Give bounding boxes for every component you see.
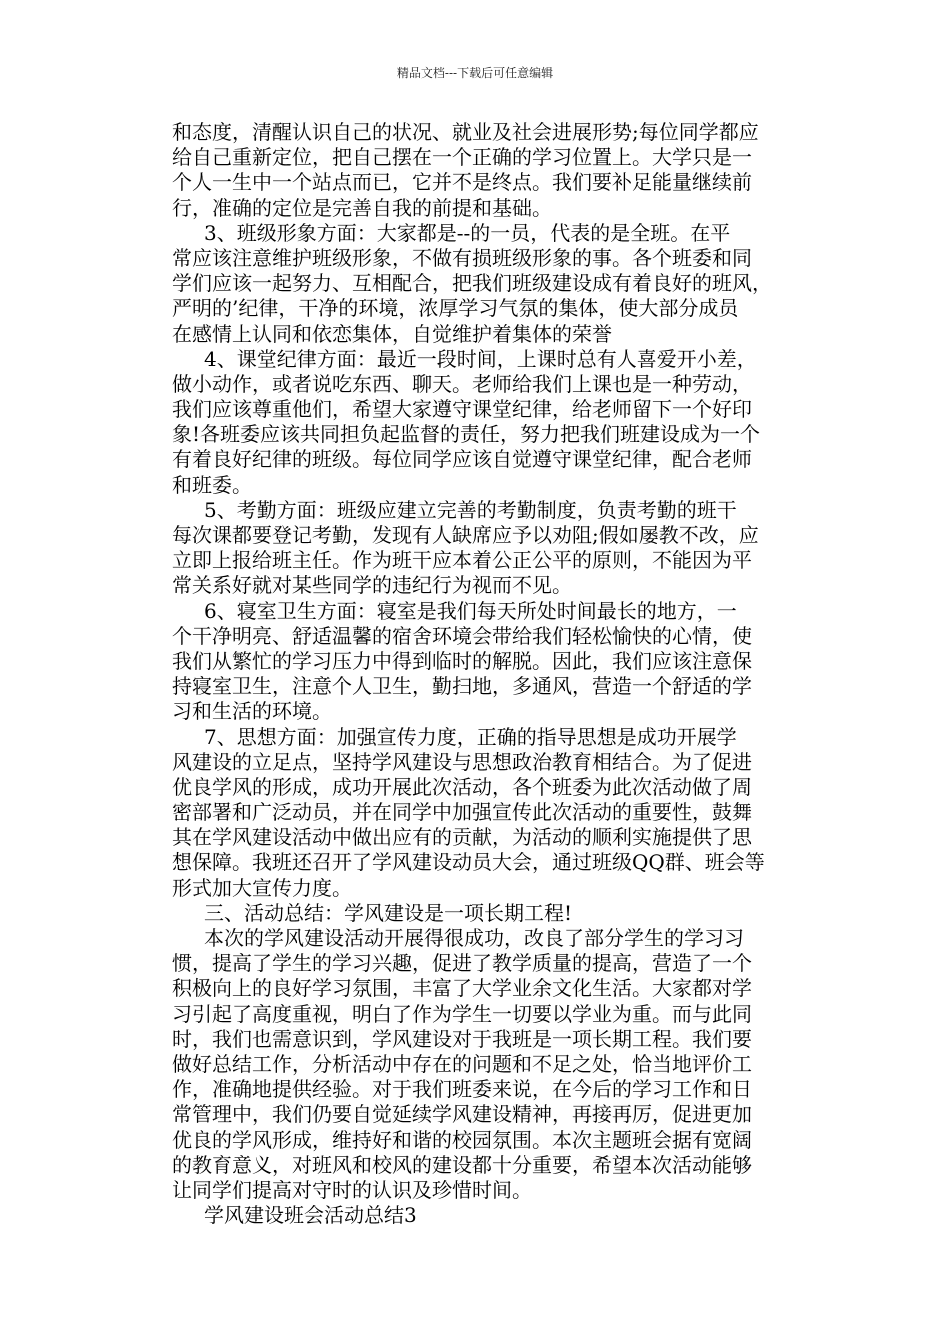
text-line: 本次的学风建设活动开展得很成功，改良了部分学生的学习习 <box>204 926 744 950</box>
text-line: 三、活动总结：学风建设是一项长期工程! <box>204 900 573 925</box>
text-line: 每次课都要登记考勤，发现有人缺席应予以劝阻;假如屡教不改，应 <box>172 523 759 547</box>
text-line: 密部署和广泛动员，并在同学中加强宣传此次活动的重要性，鼓舞 <box>172 800 752 825</box>
text-line: 惯，提高了学生的学习兴趣，促进了教学质量的提高，营造了一个 <box>172 951 752 976</box>
text-line: 做小动作，或者说吃东西、聊天。老师给我们上课也是一种劳动， <box>172 371 752 396</box>
text-line: 让同学们提高对守时的认识及珍惜时间。 <box>172 1177 532 1202</box>
text-line: 3、班级形象方面：大家都是--的一员，代表的是全班。在平 <box>204 220 731 245</box>
text-line: 优良学风的形成，成功开展此次活动，各个班委为此次活动做了周 <box>172 774 752 799</box>
text-line: 学风建设班会活动总结3 <box>204 1203 417 1228</box>
document-body <box>172 120 812 1228</box>
text-line: 习引起了高度重视，明白了作为学生一切要以学业为重。而与此同 <box>172 1001 752 1026</box>
text-line: 4、课堂纪律方面：最近一段时间，上课时总有人喜爱开小差， <box>204 346 757 371</box>
text-line: 做好总结工作，分析活动中存在的问题和不足之处，恰当地评价工 <box>172 1051 752 1076</box>
text-line: 持寝室卫生，注意个人卫生，勤扫地，多通风，营造一个舒适的学 <box>172 674 752 699</box>
text-line: 7、思想方面：加强宣传力度，正确的指导思想是成功开展学 <box>204 724 737 749</box>
text-line: 常应该注意维护班级形象，不做有损班级形象的事。各个班委和同 <box>172 245 752 270</box>
text-line: 习和生活的环境。 <box>172 699 332 724</box>
text-line: 学们应该一起努力、互相配合，把我们班级建设成有着良好的班风， <box>172 271 772 296</box>
page-header: 精品文档---下载后可任意编辑 <box>396 66 554 80</box>
text-line: 行，准确的定位是完善自我的前提和基础。 <box>172 195 552 220</box>
text-line: 我们从繁忙的学习压力中得到临时的解脱。因此，我们应该注意保 <box>172 648 752 673</box>
text-line: 其在学风建设活动中做出应有的贡献，为活动的顺利实施提供了思 <box>172 825 752 850</box>
text-line: 作，准确地提供经验。对于我们班委来说，在今后的学习工作和日 <box>172 1077 752 1102</box>
text-line: 给自己重新定位，把自己摆在一个正确的学习位置上。大学只是一 <box>172 145 752 170</box>
text-line: 我们应该尊重他们，希望大家遵守课堂纪律，给老师留下一个好印 <box>172 397 752 422</box>
text-line: 和态度，清醒认识自己的状况、就业及社会进展形势;每位同学都应 <box>172 120 759 144</box>
text-line: 5、考勤方面：班级应建立完善的考勤制度，负责考勤的班干 <box>204 497 737 522</box>
text-line: 个人一生中一个站点而已，它并不是终点。我们要补足能量继续前 <box>172 170 752 195</box>
text-line: 形式加大宣传力度。 <box>172 875 352 900</box>
text-line: 想保障。我班还召开了学风建设动员大会，通过班级QQ群、班会等 <box>172 850 765 875</box>
text-line: 时，我们也需意识到，学风建设对于我班是一项长期工程。我们要 <box>172 1026 752 1051</box>
text-line: 的教育意义，对班风和校风的建设都十分重要，希望本次活动能够 <box>172 1152 752 1177</box>
text-line: 象!各班委应该共同担负起监督的责任，努力把我们班建设成为一个 <box>172 422 761 447</box>
text-line: 常管理中，我们仍要自觉延续学风建设精神，再接再厉，促进更加 <box>172 1102 752 1127</box>
text-line: 风建设的立足点，坚持学风建设与思想政治教育相结合。为了促进 <box>172 749 752 774</box>
text-line: 在感情上认同和依恋集体，自觉维护着集体的荣誉 <box>172 321 612 346</box>
text-line: 积极向上的良好学习氛围，丰富了大学业余文化生活。大家都对学 <box>172 976 752 1001</box>
text-line: 严明的’纪律，干净的环境，浓厚学习气氛的集体，使大部分成员 <box>172 296 739 321</box>
text-line: 常关系好就对某些同学的违纪行为视而不见。 <box>172 573 572 598</box>
text-line: 立即上报给班主任。作为班干应本着公正公平的原则，不能因为平 <box>172 548 752 573</box>
text-line: 优良的学风形成，维持好和谐的校园氛围。本次主题班会据有宽阔 <box>172 1127 752 1152</box>
text-line: 和班委。 <box>172 472 252 497</box>
text-line: 6、寝室卫生方面：寝室是我们每天所处时间最长的地方，一 <box>204 598 737 623</box>
text-line: 个干净明亮、舒适温馨的宿舍环境会带给我们轻松愉快的心情，使 <box>172 623 752 648</box>
text-line: 有着良好纪律的班级。每位同学应该自觉遵守课堂纪律，配合老师 <box>172 447 752 472</box>
